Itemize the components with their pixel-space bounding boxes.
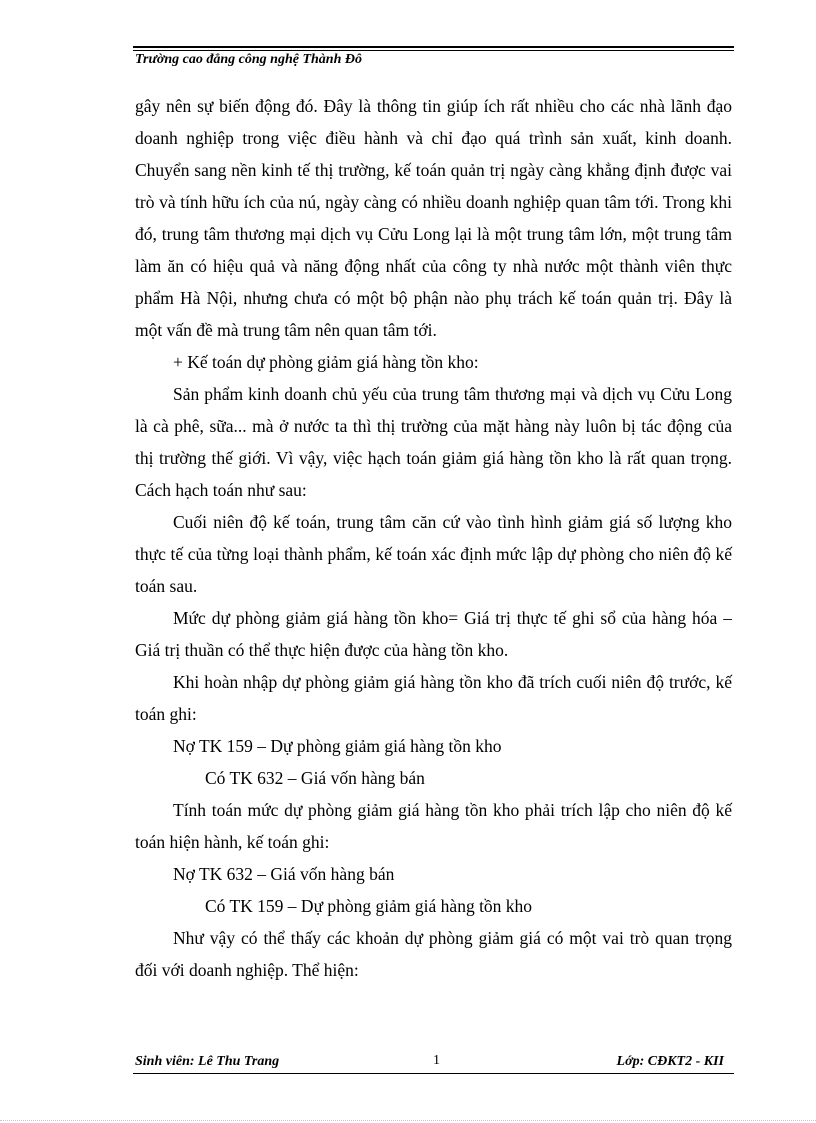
footer-rule (133, 1073, 734, 1074)
paragraph: Cuối niên độ kế toán, trung tâm căn cứ vào tình hình giảm giá số lượng kho thực tế của từng loại thành phẩm, kế toán xác định mức lập dự phòng cho niên độ kế toán sau. (135, 512, 732, 596)
footer-student-name: Sinh viên: Lê Thu Trang (135, 1054, 280, 1069)
footer-page-number: 1 (433, 1053, 440, 1068)
header-rule-top (133, 46, 734, 48)
journal-entry-debit: Nợ TK 632 – Giá vốn hàng bán (173, 864, 395, 884)
journal-entry-debit: Nợ TK 159 – Dự phòng giảm giá hàng tồn kho (173, 736, 502, 756)
journal-entry-credit: Có TK 159 – Dự phòng giảm giá hàng tồn kho (205, 896, 533, 916)
paragraph: Sản phẩm kinh doanh chủ yếu của trung tâm thương mại và dịch vụ Cửu Long là cà phê, sữa... mà ở nước ta thì thị trường của mặt hàng này luôn bị tác động của thị trường thế giới. Vì vậy, việc hạch toán giảm giá hàng tồn kho là rất quan trọng. Cách hạch toán như sau: (135, 384, 732, 500)
document-body (135, 90, 732, 986)
header-school-name: Trường cao đẳng công nghệ Thành Đô (135, 52, 362, 67)
paragraph: Khi hoàn nhập dự phòng giảm giá hàng tồn kho đã trích cuối niên độ trước, kế toán ghi: (135, 672, 732, 724)
journal-entry-credit: Có TK 632 – Giá vốn hàng bán (205, 768, 425, 788)
paragraph: Như vậy có thể thấy các khoản dự phòng giảm giá có một vai trò quan trọng đối với doanh nghiệp. Thể hiện: (135, 928, 732, 980)
section-heading: + Kế toán dự phòng giảm giá hàng tồn kho: (173, 352, 479, 372)
header-rule-bottom (133, 50, 734, 51)
paragraph: gây nên sự biến động đó. Đây là thông tin giúp ích rất nhiều cho các nhà lãnh đạo doanh nghiệp trong việc điều hành và chỉ đạo quá trình sản xuất, kinh doanh. Chuyển sang nền kinh tế thị trường, kế toán quản trị ngày càng khẳng định được vai trò và tính hữu ích của nú, ngày càng có nhiều doanh nghiệp quan tâm tới. Trong khi đó, trung tâm thương mại dịch vụ Cửu Long lại là một trung tâm lớn, một trung tâm làm ăn có hiệu quả và năng động nhất của công ty nhà nước một thành viên thực phẩm Hà Nội, nhưng chưa có một bộ phận nào phụ trách kế toán quản trị. Đây là một vấn đề mà trung tâm nên quan tâm tới. (135, 96, 732, 340)
paragraph: Mức dự phòng giảm giá hàng tồn kho= Giá trị thực tế ghi sổ của hàng hóa – Giá trị thuần có thể thực hiện được của hàng tồn kho. (135, 608, 732, 660)
paragraph: Tính toán mức dự phòng giảm giá hàng tồn kho phải trích lập cho niên độ kế toán hiện hành, kế toán ghi: (135, 800, 732, 852)
page-break-line (0, 1120, 816, 1121)
footer-class: Lớp: CĐKT2 - KII (616, 1054, 724, 1069)
